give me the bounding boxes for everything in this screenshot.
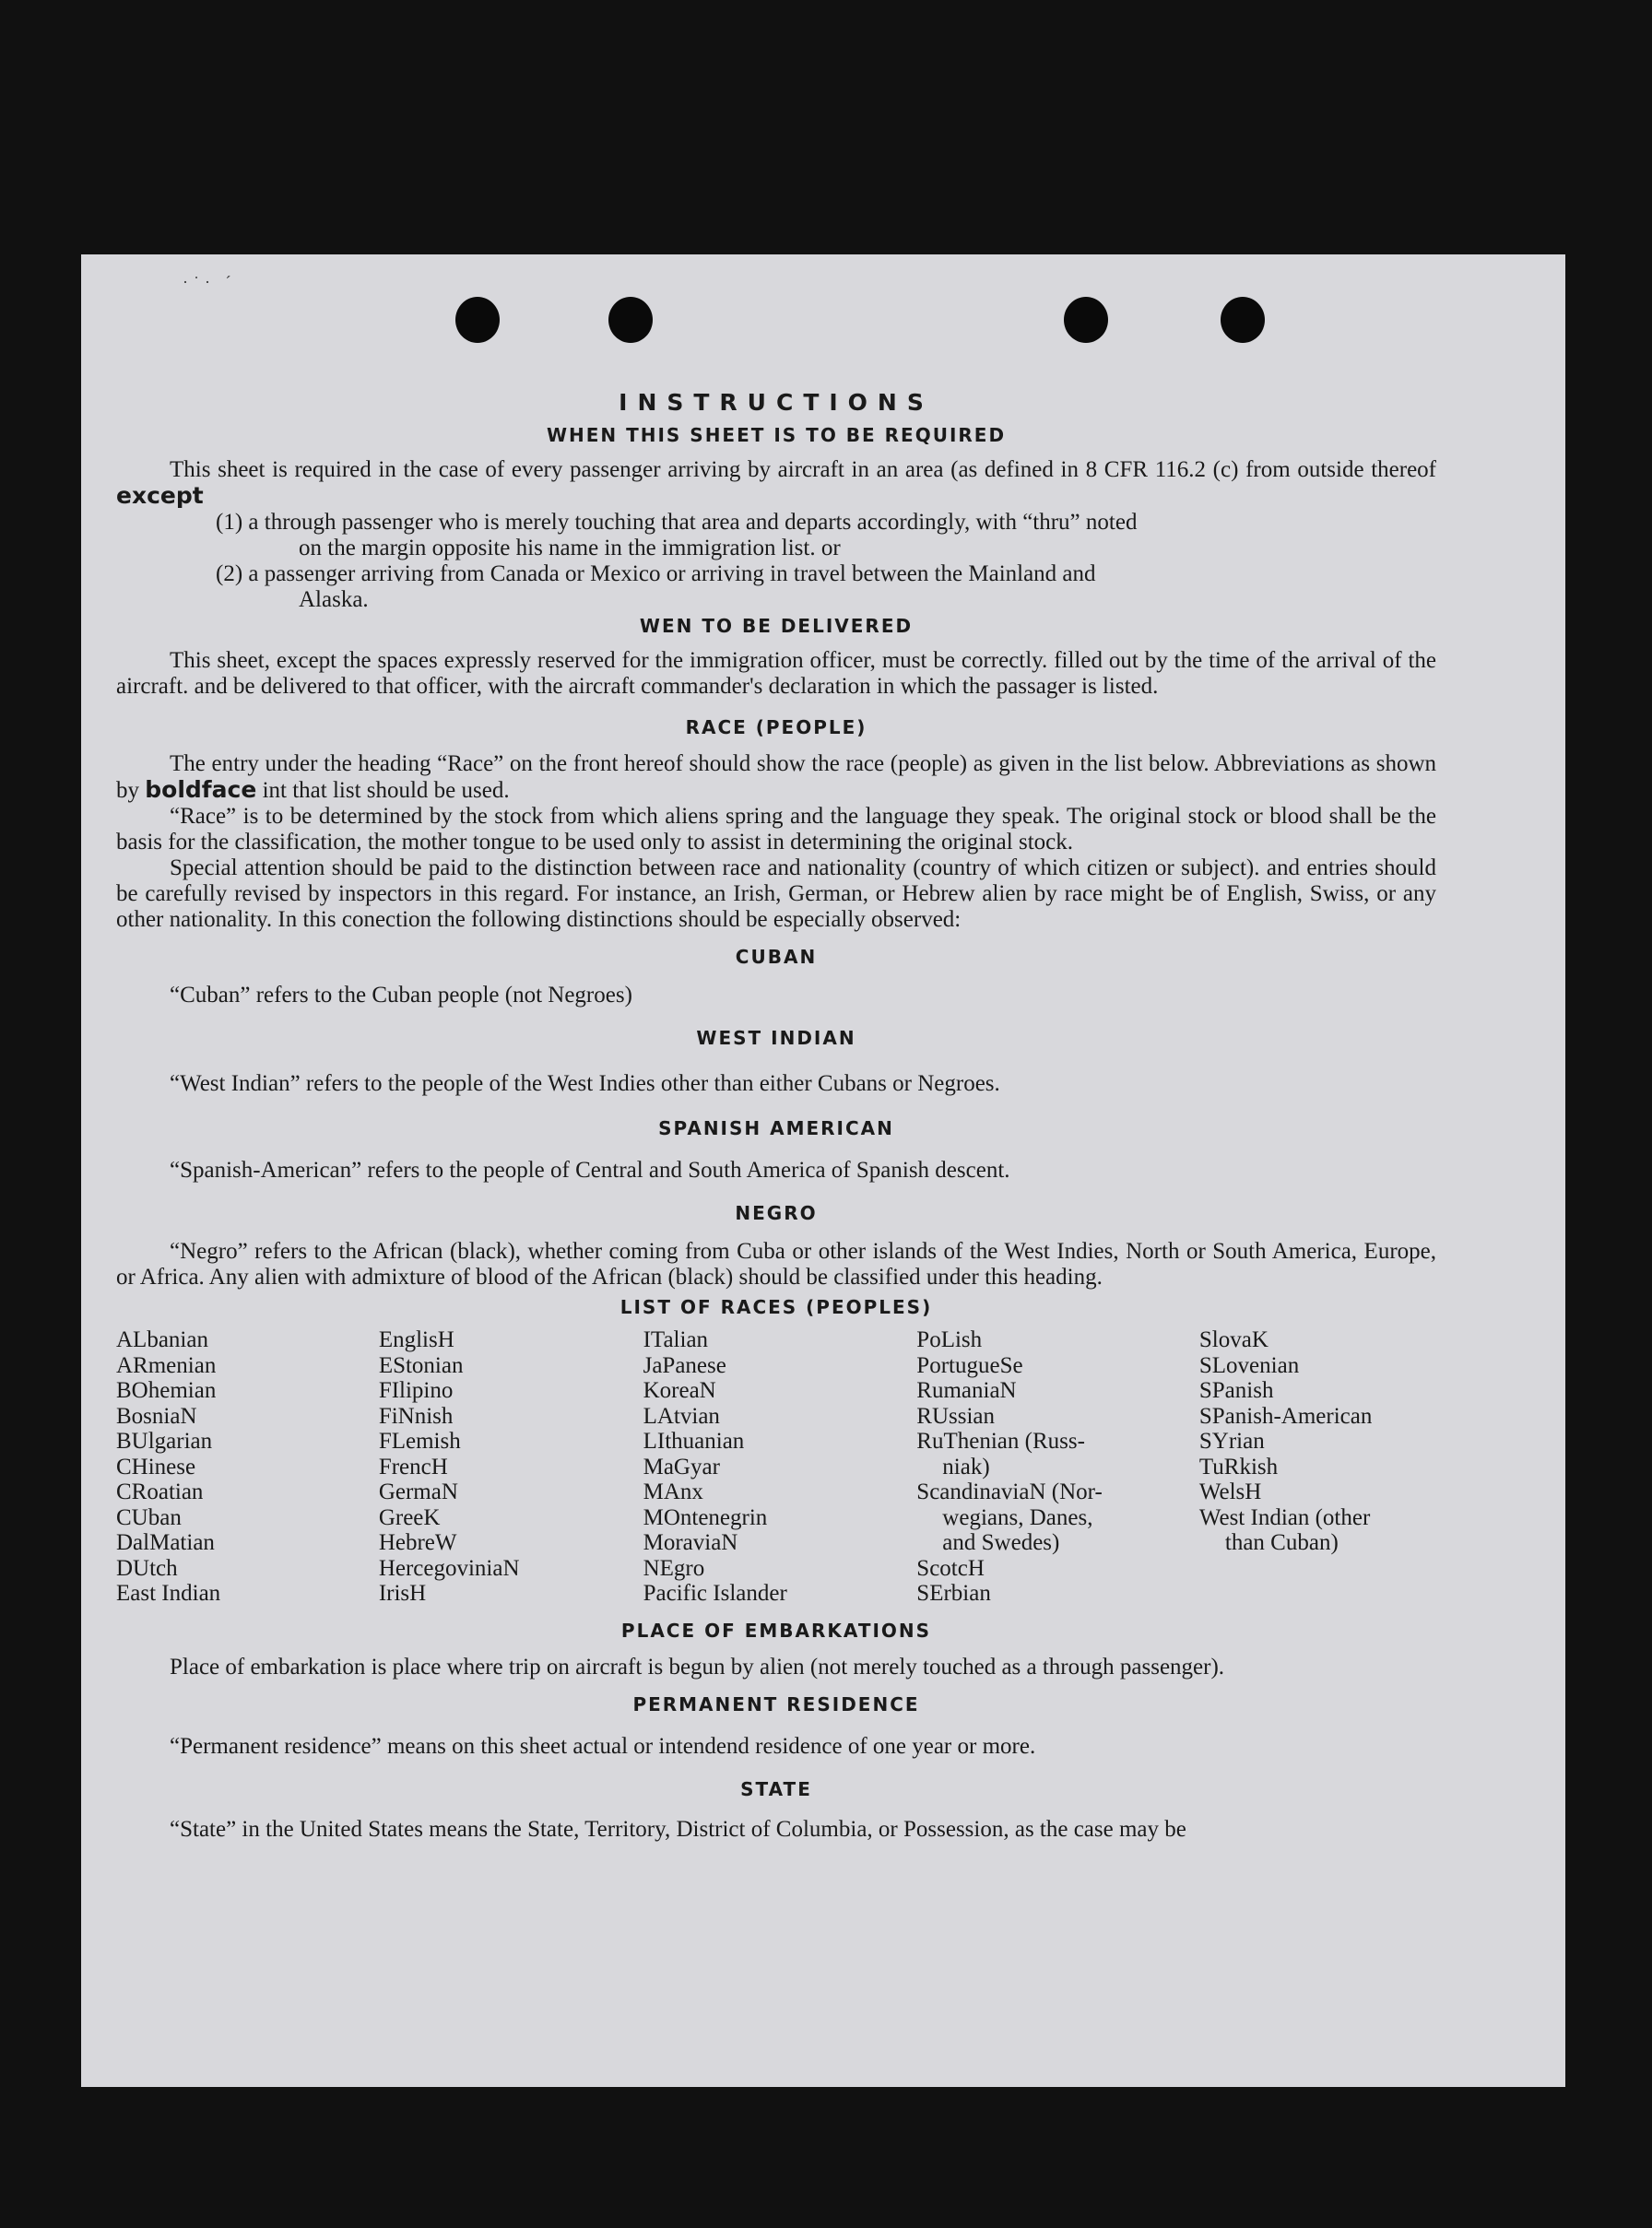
heading-race: RACE (PEOPLE)	[685, 716, 867, 738]
race-entry: PortugueSe	[916, 1352, 1023, 1378]
race-entry: JaPanese	[643, 1352, 726, 1378]
race-entry: CUban	[116, 1504, 182, 1530]
boldface-bold: boldface	[145, 776, 257, 803]
race-entry: LAtvian	[643, 1403, 720, 1429]
races-column-4	[916, 1327, 1199, 1607]
race-entry: WelsH	[1198, 1479, 1262, 1504]
race-entry: niak)	[942, 1454, 990, 1479]
heading-place-of-embarkation: PLACE OF EMBARKATIONS	[620, 1619, 932, 1642]
heading-spanish-american: SPANISH AMERICAN	[658, 1117, 894, 1139]
race-paragraph-1: The entry under the heading “Race” on the front hereof should show the race (people) as given in the list below. Abbreviations as shown by boldface int that list should be used.	[116, 751, 1436, 803]
race-entry: TuRkish	[1198, 1454, 1279, 1479]
race-entry: SLovenian	[1198, 1352, 1300, 1378]
race-entry: GreeK	[378, 1504, 441, 1530]
race-entry: and Swedes)	[942, 1530, 1060, 1555]
instructions-content	[116, 387, 1436, 1843]
race-entry: FrencH	[378, 1454, 448, 1479]
heading-negro: NEGRO	[735, 1202, 818, 1224]
except-bold: except	[116, 482, 204, 509]
race-paragraph-3: Special attention should be paid to the distinction between race and nationality (country of which citizen or subject). and entries should be carefully revised by inspectors in this regard. For instance, an Irish, German, or Hebrew alien by race might be of English, Swiss, or any other nationality. In this conection the following distinctions should be especially observed:	[116, 855, 1436, 932]
heading-state: STATE	[740, 1777, 812, 1800]
race-entry: SYrian	[1198, 1429, 1265, 1454]
race-entry: West Indian (other	[1198, 1504, 1371, 1530]
punch-hole-2	[608, 297, 653, 343]
race-entry: LIthuanian	[643, 1429, 745, 1454]
race-entry: MoraviaN	[643, 1530, 738, 1555]
race-entry: FiNnish	[378, 1403, 454, 1429]
state-text: “State” in the United States means the State, Territory, District of Columbia, or Possession, as the case may be	[170, 1816, 1186, 1842]
punch-hole-3	[1064, 297, 1108, 343]
negro-text: “Negro” refers to the African (black), whether coming from Cuba or other islands of the West Indies, North or South America, Europe, or Africa. Any alien with admixture of blood of the African (black) should be classified under this heading.	[116, 1239, 1436, 1290]
race-entry: KoreaN	[643, 1378, 716, 1403]
heading-list-of-races: LIST OF RACES (PEOPLES)	[620, 1296, 933, 1318]
race-entry: FLemish	[378, 1429, 461, 1454]
race-entry: HercegoviniaN	[378, 1555, 520, 1581]
exceptions-list	[216, 510, 1436, 613]
race-entry: wegians, Danes,	[942, 1504, 1093, 1530]
spanish-american-text: “Spanish-American” refers to the people of Central and South America of Spanish descent.	[170, 1158, 1010, 1183]
exception-item-1-cont: on the margin opposite his name in the immigration list. or	[299, 536, 841, 560]
race-entry: Pacific Islander	[643, 1581, 787, 1606]
cuban-text: “Cuban” refers to the Cuban people (not Negroes)	[170, 983, 632, 1008]
race-entry: MOntenegrin	[643, 1504, 768, 1530]
race-entry: BOhemian	[116, 1378, 217, 1403]
paper-specks: ·˙· ˊ	[183, 273, 237, 291]
permanent-residence-text: “Permanent residence” means on this sheet actual or intendend residence of one year or more.	[170, 1733, 1036, 1759]
race-entry: DalMatian	[116, 1530, 215, 1555]
race-entry: than Cuban)	[1224, 1530, 1339, 1555]
race-entry: BUlgarian	[116, 1429, 213, 1454]
races-table	[116, 1327, 1436, 1607]
when-delivered-text: This sheet, except the spaces expressly reserved for the immigration officer, must be correctly. filled out by the time of the arrival of the aircraft. and be delivered to that officer, with the aircraft commander's declaration in which the passager is listed.	[116, 648, 1436, 699]
race-paragraph-2: “Race” is to be determined by the stock from which aliens spring and the language they speak. The original stock or blood shall be the basis for the classification, the mother tongue to be used only to assist in determining the original stock.	[116, 804, 1436, 855]
when-required-intro: This sheet is required in the case of every passenger arriving by aircraft in an area (as defined in 8 CFR 116.2 (c) from outside thereof except	[116, 457, 1436, 509]
race-entry: ScotcH	[916, 1555, 985, 1581]
race-entry: PoLish	[916, 1327, 983, 1352]
exception-item-1: (1) a through passenger who is merely touching that area and departs accordingly, with “thru” noted	[216, 510, 1138, 535]
punch-hole-1	[455, 297, 500, 343]
heading-cuban: CUBAN	[735, 946, 818, 968]
race-entry: SlovaK	[1198, 1327, 1268, 1352]
race-entry: CRoatian	[116, 1479, 204, 1504]
race-entry: MAnx	[643, 1479, 703, 1504]
races-column-2	[379, 1327, 643, 1607]
punch-hole-4	[1221, 297, 1265, 343]
race-entry: EStonian	[378, 1352, 464, 1378]
races-column-1	[116, 1327, 379, 1607]
document-page	[81, 254, 1565, 2087]
race-entry: DUtch	[116, 1555, 178, 1581]
place-of-embarkation-text: Place of embarkation is place where trip on aircraft is begun by alien (not merely touched as a through passenger).	[170, 1654, 1225, 1680]
race-entry: GermaN	[378, 1479, 458, 1504]
race-entry: NEgro	[643, 1555, 705, 1581]
race-entry: CHinese	[116, 1454, 196, 1479]
race-entry: EnglisH	[378, 1327, 454, 1352]
races-column-5	[1199, 1327, 1436, 1607]
races-column-3	[643, 1327, 917, 1607]
heading-when-required: WHEN THIS SHEET IS TO BE REQUIRED	[546, 424, 1007, 446]
race-entry: RumaniaN	[916, 1378, 1017, 1403]
race-entry: ITalian	[643, 1327, 709, 1352]
race-entry: ScandinaviaN (Nor-	[916, 1479, 1103, 1504]
exception-item-2-cont: Alaska.	[299, 587, 369, 612]
race-entry: ARmenian	[116, 1352, 217, 1378]
race-entry: MaGyar	[643, 1454, 720, 1479]
page-title: INSTRUCTIONS	[619, 389, 934, 416]
race-entry: HebreW	[378, 1530, 457, 1555]
race-entry: East Indian	[116, 1581, 221, 1606]
race-entry: SPanish	[1198, 1378, 1274, 1403]
exception-item-2: (2) a passenger arriving from Canada or Mexico or arriving in travel between the Mainland and	[216, 561, 1096, 586]
race-entry: SPanish-American	[1198, 1403, 1373, 1429]
heading-west-indian: WEST INDIAN	[696, 1027, 856, 1049]
race-entry: SErbian	[916, 1581, 991, 1606]
race-entry: RuThenian (Russ-	[916, 1429, 1085, 1454]
heading-when-delivered: WEN TO BE DELIVERED	[639, 615, 914, 637]
race-entry: ALbanian	[116, 1327, 208, 1352]
west-indian-text: “West Indian” refers to the people of the West Indies other than either Cubans or Negroes.	[170, 1071, 1000, 1096]
race-entry: IrisH	[378, 1581, 427, 1606]
heading-permanent-residence: PERMANENT RESIDENCE	[632, 1692, 920, 1715]
race-entry: FIlipino	[378, 1378, 454, 1403]
race-entry: BosniaN	[116, 1403, 197, 1429]
race-entry: RUssian	[916, 1403, 996, 1429]
